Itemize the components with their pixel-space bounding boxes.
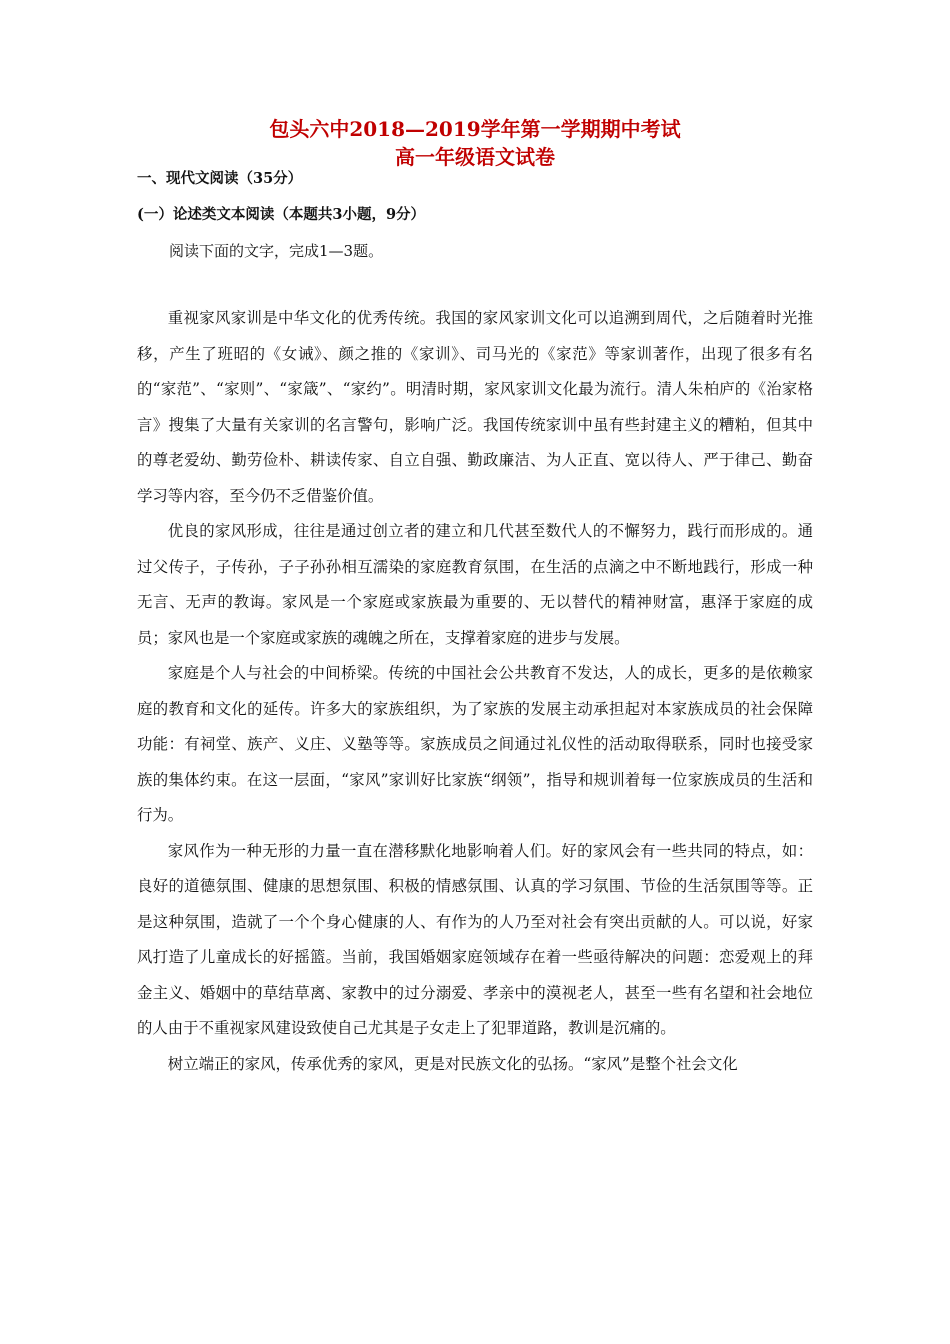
passage-paragraph: 优良的家风形成，往往是通过创立者的建立和几代甚至数代人的不懈努力，践行而形成的。通过父传子，子传孙，子子孙孙相互濡染的家庭教育氛围，在生活的点滴之中不断地践行，形成一种无言、无声的教诲。家风是一个家庭或家族最为重要的、无以替代的精神财富，惠泽于家庭的成员；家风也是一个家庭或家族的魂魄之所在，支撑着家庭的进步与发展。 [137, 522, 813, 647]
passage-paragraph: 重视家风家训是中华文化的优秀传统。我国的家风家训文化可以追溯到周代，之后随着时光推移，产生了班昭的《女诫》、颜之推的《家训》、司马光的《家范》等家训著作，出现了很多有名的“家范”、“家则”、“家箴”、“家约”。明清时期，家风家训文化最为流行。清人朱柏庐的《治家格言》搜集了大量有关家训的名言警句，影响广泛。我国传统家训中虽有些封建主义的糟粕，但其中的尊老爱幼、勤劳俭朴、耕读传家、自立自强、勤政廉洁、为人正直、宽以待人、严于律己、勤奋学习等内容，至今仍不乏借鉴价值。 [137, 309, 813, 505]
section-heading: 一、现代文阅读（35分） [137, 170, 303, 187]
passage-paragraph: 家风作为一种无形的力量一直在潜移默化地影响着人们。好的家风会有一些共同的特点，如：良好的道德氛围、健康的思想氛围、积极的情感氛围、认真的学习氛围、节俭的生活氛围等等。正是这种氛围，造就了一个个身心健康的人、有作为的人乃至对社会有突出贡献的人。可以说，好家风打造了儿童成长的好摇篮。当前，我国婚姻家庭领域存在着一些亟待解决的问题：恋爱观上的拜金主义、婚姻中的草结草离、家教中的过分溺爱、孝亲中的漠视老人，甚至一些有名望和社会地位的人由于不重视家风建设致使自己尤其是子女走上了犯罪道路，教训是沉痛的。 [137, 841, 813, 1037]
passage-paragraph: 家庭是个人与社会的中间桥梁。传统的中国社会公共教育不发达，人的成长，更多的是依赖家庭的教育和文化的延传。许多大的家族组织，为了家族的发展主动承担起对本家族成员的社会保障功能：有祠堂、族产、义庄、义塾等等。家族成员之间通过礼仪性的活动取得联系，同时也接受家族的集体约束。在这一层面，“家风”家训好比家族“纲领”，指导和规训着每一位家族成员的生活和行为。 [137, 664, 813, 824]
exam-title: 包头六中2018—2019学年第一学期期中考试 [269, 117, 681, 141]
subsection-heading: (一）论述类文本阅读（本题共3小题，9分） [137, 206, 426, 223]
passage-body [137, 301, 813, 1082]
reading-instruction: 阅读下面的文字，完成1—3题。 [169, 242, 384, 260]
exam-subtitle: 高一年级语文试卷 [395, 145, 555, 169]
passage-paragraph: 树立端正的家风，传承优秀的家风，更是对民族文化的弘扬。“家风”是整个社会文化 [167, 1054, 738, 1073]
